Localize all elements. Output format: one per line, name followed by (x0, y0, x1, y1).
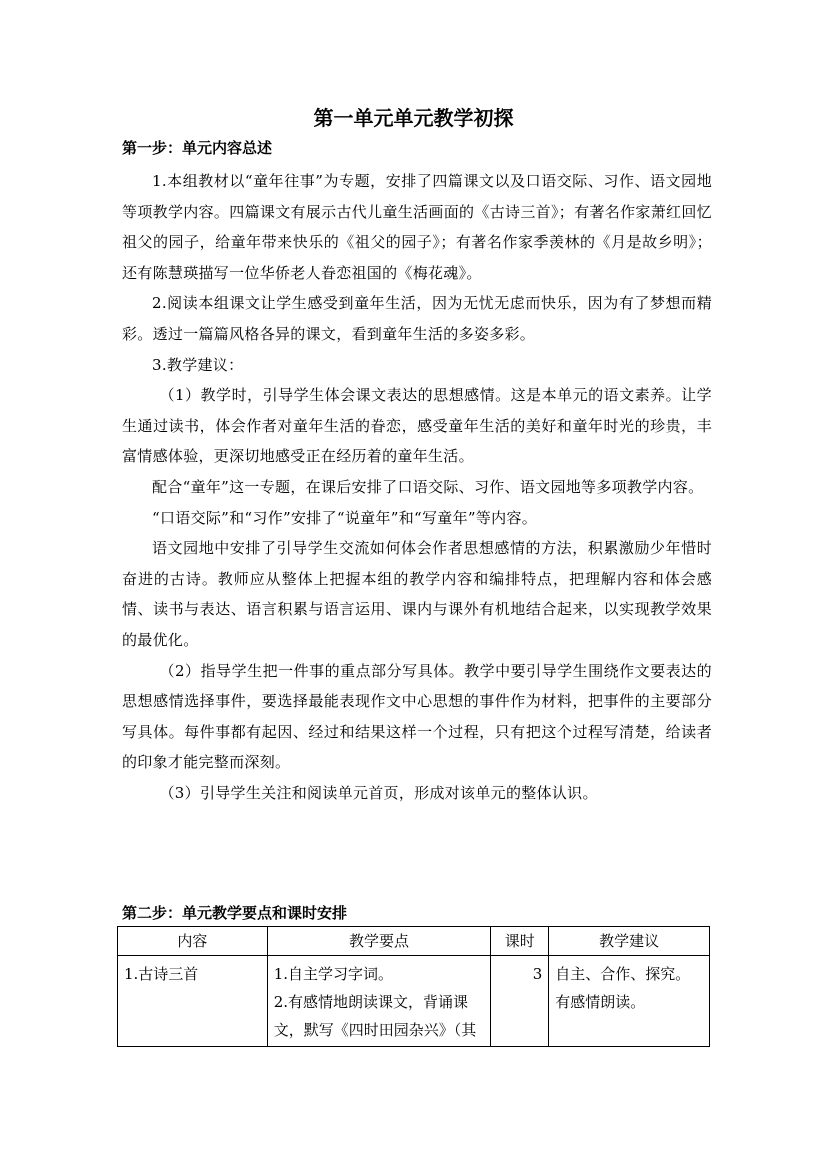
paragraph-suggestion-2: （2）指导学生把一件事的重点部分写具体。教学中要引导学生围绕作文要表达的思想感情选择事件，要选择最能表现作文中心思想的事件作为材料，把事件的主要部分写具体。每件事都有起因、经过和结果这样一个过程，只有把这个过程写清楚，给读者的印象才能完整而深刻。 (122, 661, 712, 772)
document-title: 第一单元单元教学初探 (313, 106, 514, 130)
table-cell-points (267, 956, 491, 1047)
table-header-lessons: 课时 (491, 927, 549, 956)
section-heading-teaching-plan: 第二步：单元教学要点和课时安排 (122, 904, 348, 922)
table-cell-content: 1.古诗三首 (118, 956, 268, 1047)
paragraph-suggestion-1: （1）教学时，引导学生体会课文表达的思想感情。这是本单元的语文素养。让学生通过读书，体会作者对童年生活的眷恋，感受童年生活的美好和童年时光的珍贵，丰富情感体验，更深切地感受正在经历着的童年生活。 (122, 386, 712, 466)
paragraph-childhood-topic: 配合“童年”这一专题，在课后安排了口语交际、习作、语文园地等多项教学内容。 (152, 477, 704, 496)
section-body-unit-overview (122, 166, 712, 808)
paragraph-item-2: 2.阅读本组课文让学生感受到童年生活，因为无忧无虑而快乐，因为有了梦想而精彩。透过一篇篇风格各异的课文，看到童年生活的多姿多彩。 (122, 294, 712, 343)
teaching-suggestion: 自主、合作、探究。 (555, 965, 691, 983)
paragraph-suggestion-3: （3）引导学生关注和阅读单元首页，形成对该单元的整体认识。 (159, 783, 598, 802)
teaching-suggestion: 有感情朗读。 (555, 993, 646, 1011)
paragraph-oral-writing: “口语交际”和“习作”安排了“说童年”和“写童年”等内容。 (152, 508, 538, 527)
paragraph-language-garden: 语文园地中安排了引导学生交流如何体会作者思想感情的方法，积累激励少年惜时奋进的古诗。教师应从整体上把握本组的教学内容和编排特点，把理解内容和体会感情、读书与表达、语言积累与语言运用、课内与课外有机地结合起来，以实现教学效果的最优化。 (122, 539, 712, 649)
table-cell-lessons: 3 (491, 956, 549, 1047)
table-header-content: 内容 (118, 927, 268, 956)
teaching-point: 1.自主学习字词。 (273, 965, 394, 983)
teaching-plan-table (117, 926, 710, 1047)
table-header-points: 教学要点 (267, 927, 491, 956)
table-row (118, 956, 710, 1047)
table-header-row (118, 927, 710, 956)
table-cell-suggestions (549, 956, 710, 1047)
section-heading-unit-overview: 第一步：单元内容总述 (122, 139, 273, 157)
table-header-suggestions: 教学建议 (549, 927, 710, 956)
paragraph-item-1: 1.本组教材以“童年往事”为专题，安排了四篇课文以及口语交际、习作、语文园地等项教学内容。四篇课文有展示古代儿童生活画面的《古诗三首》；有著名作家萧红回忆祖父的园子，给童年带来快乐的《祖父的园子》；有著名作家季羡林的《月是故乡明》；还有陈慧瑛描写一位华侨老人眷恋祖国的《梅花魂》。 (122, 172, 712, 282)
paragraph-item-3: 3.教学建议： (152, 355, 244, 374)
teaching-point: 2.有感情地朗读课文，背诵课文，默写《四时田园杂兴》（其 (273, 993, 477, 1039)
